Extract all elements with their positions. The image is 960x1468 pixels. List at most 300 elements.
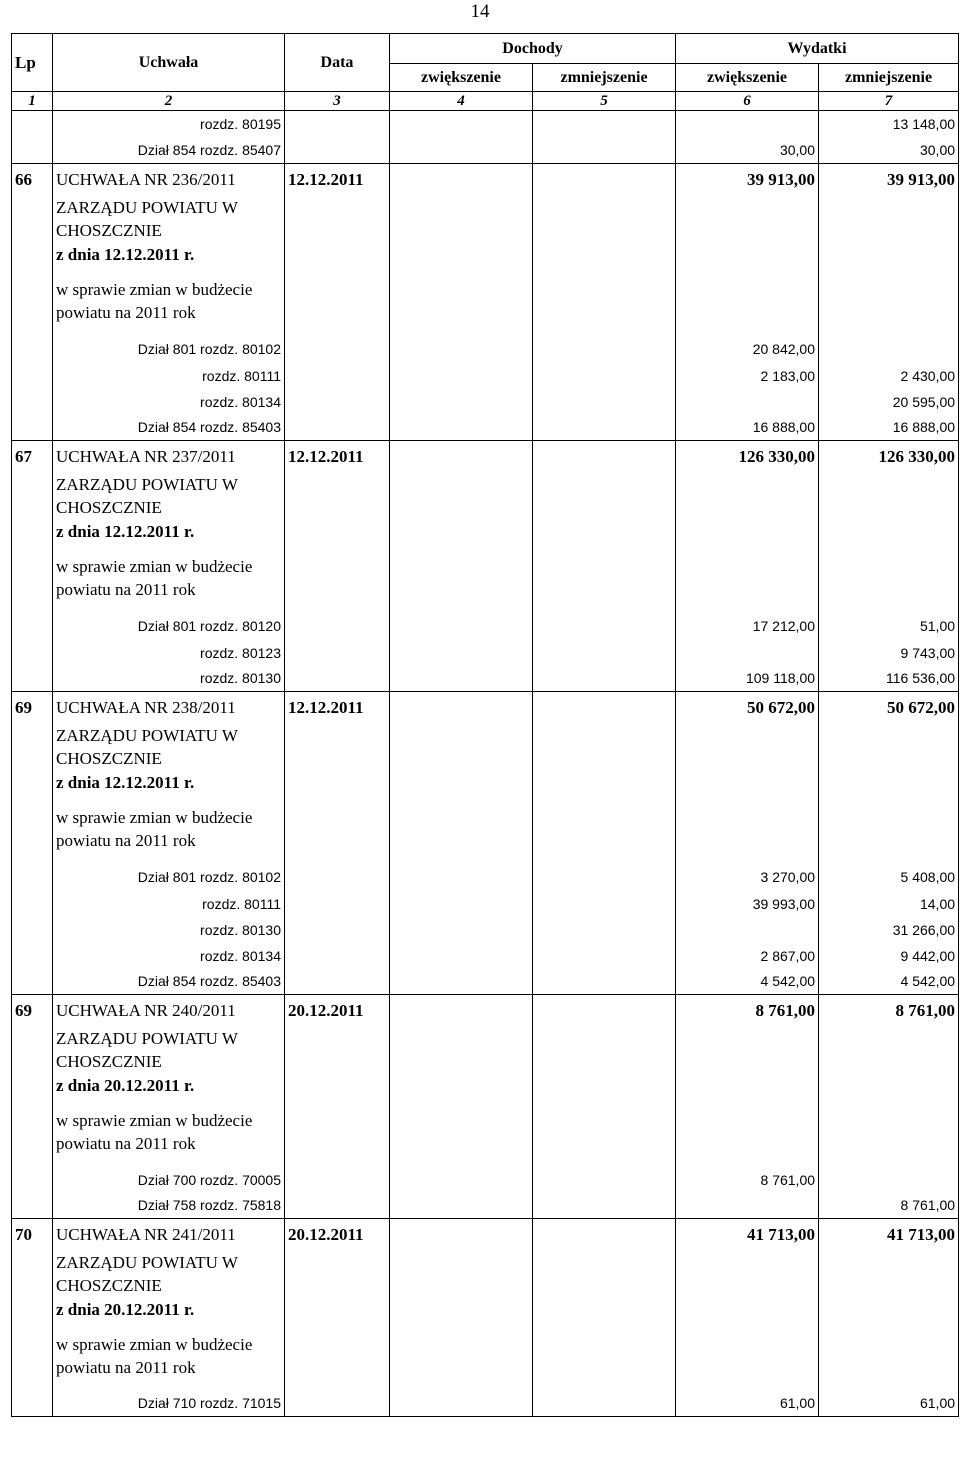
total-dochody-zwiekszenie (390, 164, 533, 196)
empty-cell (533, 1321, 676, 1391)
total-wydatki-zwiekszenie: 41 713,00 (676, 1219, 819, 1251)
empty-cell (390, 1097, 533, 1167)
empty-cell (285, 266, 390, 336)
resolution-description-row (12, 794, 959, 864)
empty-cell (390, 1298, 533, 1321)
empty-cell (285, 543, 390, 613)
resolution-lp: 70 (12, 1219, 53, 1251)
empty-cell (819, 543, 959, 613)
resolution-date: 20.12.2011 (285, 995, 390, 1027)
wydatki-zmniejszenie-value: 9 442,00 (819, 943, 959, 969)
empty-cell (676, 196, 819, 243)
resolution-description-row (12, 724, 959, 771)
empty-cell (819, 243, 959, 266)
dochody-zwiekszenie-value (390, 640, 533, 666)
empty-cell (819, 794, 959, 864)
total-wydatki-zmniejszenie: 50 672,00 (819, 692, 959, 724)
wydatki-zwiekszenie-value: 17 212,00 (676, 613, 819, 640)
table-row (12, 111, 959, 138)
lp-cell-empty (12, 1074, 53, 1097)
lp-cell-empty (12, 1027, 53, 1074)
empty-cell (390, 771, 533, 794)
table-row (12, 415, 959, 441)
resolution-lp: 66 (12, 164, 53, 196)
wydatki-zmniejszenie-value: 16 888,00 (819, 415, 959, 441)
wydatki-zwiekszenie-value: 109 118,00 (676, 666, 819, 692)
classification-label: Dział 854 rozdz. 85403 (53, 415, 285, 441)
empty-cell (819, 1097, 959, 1167)
resolution-description-row (12, 520, 959, 543)
classification-label: Dział 801 rozdz. 80102 (53, 864, 285, 891)
empty-cell (819, 1074, 959, 1097)
table-row (12, 943, 959, 969)
wydatki-zwiekszenie-value: 2 867,00 (676, 943, 819, 969)
classification-label: Dział 801 rozdz. 80102 (53, 336, 285, 363)
date-cell-empty (285, 969, 390, 995)
empty-cell (819, 196, 959, 243)
lp-cell-empty (12, 1193, 53, 1219)
lp-cell-empty (12, 389, 53, 415)
dochody-zmniejszenie-value (533, 1391, 676, 1417)
resolution-description-row (12, 1298, 959, 1321)
empty-cell (533, 1298, 676, 1321)
dochody-zmniejszenie-value (533, 969, 676, 995)
table-row (12, 1167, 959, 1193)
classification-label: rozdz. 80195 (53, 111, 285, 138)
classification-label: rozdz. 80130 (53, 917, 285, 943)
resolution-dated: z dnia 12.12.2011 r. (53, 520, 285, 543)
resolution-description-row (12, 1097, 959, 1167)
dochody-zwiekszenie-value (390, 1167, 533, 1193)
total-wydatki-zwiekszenie: 8 761,00 (676, 995, 819, 1027)
date-cell-empty (285, 363, 390, 389)
wydatki-zwiekszenie-value: 30,00 (676, 138, 819, 164)
empty-cell (390, 724, 533, 771)
header-wydatki: Wydatki (676, 34, 959, 64)
lp-cell-empty (12, 336, 53, 363)
dochody-zmniejszenie-value (533, 1193, 676, 1219)
empty-cell (285, 1298, 390, 1321)
wydatki-zmniejszenie-value: 30,00 (819, 138, 959, 164)
resolution-title: UCHWAŁA NR 241/2011 (53, 1219, 285, 1251)
table-row (12, 138, 959, 164)
dochody-zmniejszenie-value (533, 1167, 676, 1193)
empty-cell (285, 724, 390, 771)
column-number: 2 (53, 92, 285, 111)
dochody-zwiekszenie-value (390, 891, 533, 917)
lp-cell-empty (12, 415, 53, 441)
wydatki-zwiekszenie-value: 3 270,00 (676, 864, 819, 891)
wydatki-zwiekszenie-value (676, 389, 819, 415)
wydatki-zwiekszenie-value (676, 640, 819, 666)
resolution-dated: z dnia 12.12.2011 r. (53, 243, 285, 266)
classification-label: rozdz. 80111 (53, 891, 285, 917)
header-dochody: Dochody (390, 34, 676, 64)
header-data: Data (285, 34, 390, 92)
table-row (12, 969, 959, 995)
empty-cell (676, 543, 819, 613)
dochody-zmniejszenie-value (533, 415, 676, 441)
resolution-title-row (12, 692, 959, 724)
header-uchwala: Uchwała (53, 34, 285, 92)
classification-label: rozdz. 80130 (53, 666, 285, 692)
wydatki-zwiekszenie-value: 20 842,00 (676, 336, 819, 363)
dochody-zwiekszenie-value (390, 864, 533, 891)
date-cell-empty (285, 613, 390, 640)
resolution-block (12, 1219, 959, 1417)
column-number: 4 (390, 92, 533, 111)
date-cell-empty (285, 891, 390, 917)
table-header (12, 34, 959, 111)
total-wydatki-zwiekszenie: 39 913,00 (676, 164, 819, 196)
resolution-description-row (12, 196, 959, 243)
empty-cell (819, 1321, 959, 1391)
dochody-zwiekszenie-value (390, 389, 533, 415)
lp-cell-empty (12, 1298, 53, 1321)
table-row (12, 363, 959, 389)
resolution-title-row (12, 1219, 959, 1251)
empty-cell (390, 266, 533, 336)
wydatki-zwiekszenie-value: 4 542,00 (676, 969, 819, 995)
table-row (12, 917, 959, 943)
dochody-zwiekszenie-value (390, 336, 533, 363)
empty-cell (533, 1097, 676, 1167)
empty-cell (819, 473, 959, 520)
resolution-issuing-body: ZARZĄDU POWIATU W CHOSZCZNIE (53, 724, 285, 771)
table-row (12, 666, 959, 692)
header-wydatki-zmniejszenie: zmniejszenie (819, 64, 959, 92)
empty-cell (390, 473, 533, 520)
classification-label: rozdz. 80134 (53, 389, 285, 415)
total-dochody-zwiekszenie (390, 692, 533, 724)
wydatki-zmniejszenie-value: 51,00 (819, 613, 959, 640)
empty-cell (533, 771, 676, 794)
empty-cell (819, 724, 959, 771)
resolution-block (12, 164, 959, 441)
column-number: 7 (819, 92, 959, 111)
lp-cell-empty (12, 969, 53, 995)
empty-cell (533, 1027, 676, 1074)
resolution-title: UCHWAŁA NR 237/2011 (53, 441, 285, 473)
empty-cell (533, 794, 676, 864)
resolution-description-row (12, 266, 959, 336)
resolution-subject: w sprawie zmian w budżecie powiatu na 2011 rok (53, 1321, 285, 1391)
dochody-zwiekszenie-value (390, 969, 533, 995)
date-cell-empty (285, 389, 390, 415)
classification-label: Dział 758 rozdz. 75818 (53, 1193, 285, 1219)
empty-cell (285, 794, 390, 864)
date-cell-empty (285, 111, 390, 138)
table-row (12, 891, 959, 917)
wydatki-zmniejszenie-value: 116 536,00 (819, 666, 959, 692)
resolution-title-row (12, 995, 959, 1027)
wydatki-zwiekszenie-value (676, 917, 819, 943)
empty-cell (533, 196, 676, 243)
resolution-subject: w sprawie zmian w budżecie powiatu na 2011 rok (53, 794, 285, 864)
lp-cell-empty (12, 1167, 53, 1193)
wydatki-zmniejszenie-value: 31 266,00 (819, 917, 959, 943)
lp-cell-empty (12, 266, 53, 336)
wydatki-zmniejszenie-value (819, 336, 959, 363)
empty-cell (676, 243, 819, 266)
resolution-description-row (12, 1027, 959, 1074)
empty-cell (676, 1321, 819, 1391)
resolution-subject: w sprawie zmian w budżecie powiatu na 2011 rok (53, 266, 285, 336)
empty-cell (676, 473, 819, 520)
date-cell-empty (285, 336, 390, 363)
wydatki-zmniejszenie-value: 9 743,00 (819, 640, 959, 666)
wydatki-zmniejszenie-value: 5 408,00 (819, 864, 959, 891)
resolution-dated: z dnia 20.12.2011 r. (53, 1074, 285, 1097)
resolution-date: 12.12.2011 (285, 441, 390, 473)
resolution-block (12, 692, 959, 995)
empty-cell (390, 243, 533, 266)
lp-cell-empty (12, 473, 53, 520)
empty-cell (285, 1074, 390, 1097)
wydatki-zmniejszenie-value: 14,00 (819, 891, 959, 917)
classification-label: Dział 700 rozdz. 70005 (53, 1167, 285, 1193)
classification-label: rozdz. 80111 (53, 363, 285, 389)
dochody-zwiekszenie-value (390, 666, 533, 692)
wydatki-zmniejszenie-value: 8 761,00 (819, 1193, 959, 1219)
total-wydatki-zmniejszenie: 126 330,00 (819, 441, 959, 473)
empty-cell (676, 771, 819, 794)
empty-cell (533, 1074, 676, 1097)
wydatki-zwiekszenie-value (676, 1193, 819, 1219)
resolution-block (12, 995, 959, 1219)
dochody-zmniejszenie-value (533, 917, 676, 943)
lp-cell-empty (12, 520, 53, 543)
classification-label: rozdz. 80123 (53, 640, 285, 666)
empty-cell (819, 520, 959, 543)
resolution-date: 20.12.2011 (285, 1219, 390, 1251)
total-dochody-zmniejszenie (533, 692, 676, 724)
empty-cell (676, 1074, 819, 1097)
lp-cell-empty (12, 864, 53, 891)
empty-cell (285, 243, 390, 266)
resolution-description-row (12, 1321, 959, 1391)
dochody-zmniejszenie-value (533, 943, 676, 969)
total-wydatki-zmniejszenie: 8 761,00 (819, 995, 959, 1027)
dochody-zwiekszenie-value (390, 111, 533, 138)
budget-changes-table (11, 33, 959, 1417)
dochody-zmniejszenie-value (533, 666, 676, 692)
wydatki-zwiekszenie-value: 2 183,00 (676, 363, 819, 389)
date-cell-empty (285, 138, 390, 164)
resolution-dated: z dnia 20.12.2011 r. (53, 1298, 285, 1321)
total-wydatki-zmniejszenie: 41 713,00 (819, 1219, 959, 1251)
resolution-description-row (12, 543, 959, 613)
date-cell-empty (285, 666, 390, 692)
empty-cell (390, 520, 533, 543)
wydatki-zwiekszenie-value: 61,00 (676, 1391, 819, 1417)
lp-cell-empty (12, 1097, 53, 1167)
date-cell-empty (285, 640, 390, 666)
empty-cell (285, 196, 390, 243)
empty-cell (285, 1027, 390, 1074)
resolution-lp: 69 (12, 995, 53, 1027)
resolution-title: UCHWAŁA NR 240/2011 (53, 995, 285, 1027)
dochody-zmniejszenie-value (533, 111, 676, 138)
dochody-zmniejszenie-value (533, 363, 676, 389)
classification-label: Dział 854 rozdz. 85407 (53, 138, 285, 164)
lp-cell-empty (12, 666, 53, 692)
column-number: 1 (12, 92, 53, 111)
empty-cell (676, 266, 819, 336)
date-cell-empty (285, 1167, 390, 1193)
lp-cell-empty (12, 724, 53, 771)
resolution-title-row (12, 164, 959, 196)
lp-cell-empty (12, 891, 53, 917)
lp-cell-empty (12, 794, 53, 864)
total-dochody-zmniejszenie (533, 1219, 676, 1251)
empty-cell (819, 1027, 959, 1074)
header-lp: Lp (12, 34, 53, 92)
resolution-description-row (12, 473, 959, 520)
empty-cell (285, 1251, 390, 1298)
empty-cell (676, 794, 819, 864)
lp-cell-empty (12, 243, 53, 266)
empty-cell (676, 724, 819, 771)
resolution-description-row (12, 1251, 959, 1298)
resolution-block (12, 441, 959, 692)
lp-cell-empty (12, 196, 53, 243)
empty-cell (390, 543, 533, 613)
lp-cell-empty (12, 543, 53, 613)
lp-cell-empty (12, 111, 53, 138)
lp-cell-empty (12, 613, 53, 640)
empty-cell (390, 1074, 533, 1097)
wydatki-zmniejszenie-value: 4 542,00 (819, 969, 959, 995)
empty-cell (285, 520, 390, 543)
resolution-description-row (12, 771, 959, 794)
lp-cell-empty (12, 1251, 53, 1298)
wydatki-zmniejszenie-value: 2 430,00 (819, 363, 959, 389)
table-row (12, 1193, 959, 1219)
dochody-zwiekszenie-value (390, 138, 533, 164)
dochody-zwiekszenie-value (390, 1193, 533, 1219)
empty-cell (819, 266, 959, 336)
classification-label: Dział 801 rozdz. 80120 (53, 613, 285, 640)
total-dochody-zwiekszenie (390, 441, 533, 473)
resolution-lp: 67 (12, 441, 53, 473)
empty-cell (533, 543, 676, 613)
column-number: 6 (676, 92, 819, 111)
dochody-zmniejszenie-value (533, 336, 676, 363)
empty-cell (285, 1321, 390, 1391)
lp-cell-empty (12, 771, 53, 794)
date-cell-empty (285, 415, 390, 441)
total-dochody-zmniejszenie (533, 995, 676, 1027)
empty-cell (676, 1251, 819, 1298)
empty-cell (533, 243, 676, 266)
lp-cell-empty (12, 640, 53, 666)
total-dochody-zwiekszenie (390, 995, 533, 1027)
column-number: 5 (533, 92, 676, 111)
empty-cell (676, 1027, 819, 1074)
empty-cell (390, 196, 533, 243)
wydatki-zmniejszenie-value: 20 595,00 (819, 389, 959, 415)
table-row (12, 1391, 959, 1417)
empty-cell (533, 473, 676, 520)
empty-cell (390, 1251, 533, 1298)
lp-cell-empty (12, 1321, 53, 1391)
lp-cell-empty (12, 138, 53, 164)
classification-label: Dział 854 rozdz. 85403 (53, 969, 285, 995)
date-cell-empty (285, 943, 390, 969)
empty-cell (533, 1251, 676, 1298)
table-body (12, 111, 959, 164)
empty-cell (819, 1298, 959, 1321)
resolution-date: 12.12.2011 (285, 164, 390, 196)
lp-cell-empty (12, 943, 53, 969)
wydatki-zmniejszenie-value (819, 1167, 959, 1193)
total-wydatki-zmniejszenie: 39 913,00 (819, 164, 959, 196)
table-row (12, 640, 959, 666)
lp-cell-empty (12, 363, 53, 389)
date-cell-empty (285, 1193, 390, 1219)
empty-cell (390, 1027, 533, 1074)
dochody-zwiekszenie-value (390, 943, 533, 969)
empty-cell (676, 1298, 819, 1321)
resolution-dated: z dnia 12.12.2011 r. (53, 771, 285, 794)
header-wydatki-zwiekszenie: zwiększenie (676, 64, 819, 92)
classification-label: Dział 710 rozdz. 71015 (53, 1391, 285, 1417)
dochody-zwiekszenie-value (390, 363, 533, 389)
resolution-description-row (12, 243, 959, 266)
resolution-title: UCHWAŁA NR 236/2011 (53, 164, 285, 196)
resolution-title-row (12, 441, 959, 473)
empty-cell (533, 266, 676, 336)
total-dochody-zwiekszenie (390, 1219, 533, 1251)
wydatki-zmniejszenie-value: 13 148,00 (819, 111, 959, 138)
wydatki-zwiekszenie-value: 39 993,00 (676, 891, 819, 917)
empty-cell (676, 520, 819, 543)
wydatki-zmniejszenie-value: 61,00 (819, 1391, 959, 1417)
date-cell-empty (285, 917, 390, 943)
resolution-issuing-body: ZARZĄDU POWIATU W CHOSZCZNIE (53, 1251, 285, 1298)
header-dochody-zwiekszenie: zwiększenie (390, 64, 533, 92)
dochody-zmniejszenie-value (533, 640, 676, 666)
resolution-subject: w sprawie zmian w budżecie powiatu na 2011 rok (53, 543, 285, 613)
page-number: 14 (470, 1, 490, 22)
total-dochody-zmniejszenie (533, 164, 676, 196)
table-row (12, 389, 959, 415)
dochody-zwiekszenie-value (390, 613, 533, 640)
empty-cell (285, 473, 390, 520)
wydatki-zwiekszenie-value: 8 761,00 (676, 1167, 819, 1193)
classification-label: rozdz. 80134 (53, 943, 285, 969)
dochody-zmniejszenie-value (533, 138, 676, 164)
dochody-zwiekszenie-value (390, 415, 533, 441)
header-dochody-zmniejszenie: zmniejszenie (533, 64, 676, 92)
column-number: 3 (285, 92, 390, 111)
total-wydatki-zwiekszenie: 126 330,00 (676, 441, 819, 473)
dochody-zmniejszenie-value (533, 613, 676, 640)
table-row (12, 613, 959, 640)
dochody-zmniejszenie-value (533, 389, 676, 415)
dochody-zwiekszenie-value (390, 1391, 533, 1417)
column-numbers-row (12, 92, 959, 111)
empty-cell (819, 771, 959, 794)
empty-cell (533, 724, 676, 771)
total-dochody-zmniejszenie (533, 441, 676, 473)
dochody-zwiekszenie-value (390, 917, 533, 943)
empty-cell (390, 794, 533, 864)
dochody-zmniejszenie-value (533, 891, 676, 917)
resolution-issuing-body: ZARZĄDU POWIATU W CHOSZCZNIE (53, 196, 285, 243)
date-cell-empty (285, 1391, 390, 1417)
